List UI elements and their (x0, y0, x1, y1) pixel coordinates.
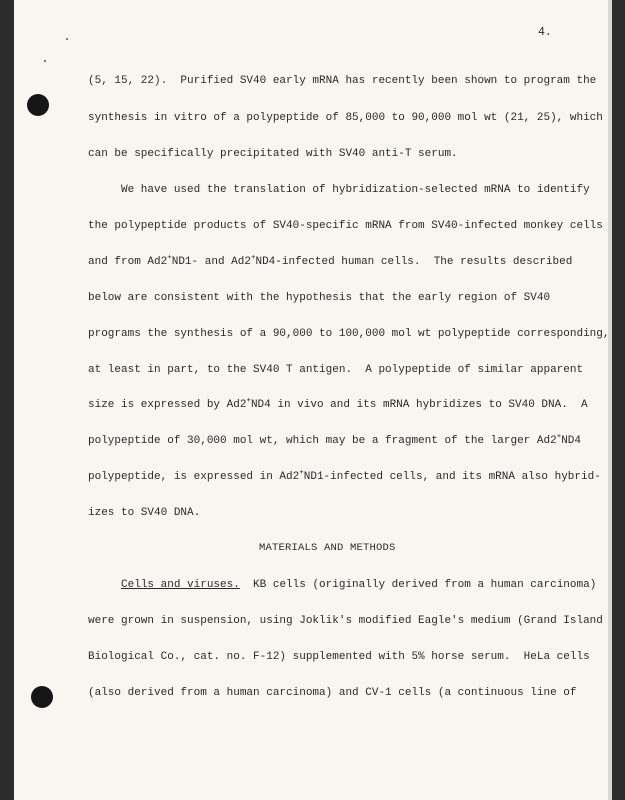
punch-hole-top (27, 94, 49, 116)
text-line: at least in part, to the SV40 T antigen. A polypeptide of similar apparent (88, 364, 584, 376)
section-heading: MATERIALS AND METHODS (259, 542, 396, 554)
subsection-title: Cells and viruses. (121, 579, 240, 591)
text-line: polypeptide of 30,000 mol wt, which may be a fragment of the larger Ad2+ND4 (88, 433, 582, 447)
text-line: and from Ad2+ND1- and Ad2+ND4-infected human cells. The results described (88, 254, 573, 268)
text-line: synthesis in vitro of a polypeptide of 85,000 to 90,000 mol wt (21, 25), which (88, 112, 603, 124)
text-line: Biological Co., cat. no. F-12) supplemented with 5% horse serum. HeLa cells (88, 651, 590, 663)
text-line: (also derived from a human carcinoma) and CV-1 cells (a continuous line of (88, 687, 577, 699)
paper-speck (66, 38, 68, 40)
text-line: size is expressed by Ad2+ND4 in vivo and its mRNA hybridizes to SV40 DNA. A (88, 397, 588, 411)
text-line: the polypeptide products of SV40-specific mRNA from SV40-infected monkey cells (88, 220, 603, 232)
text-line: below are consistent with the hypothesis that the early region of SV40 (88, 292, 551, 304)
text-line: izes to SV40 DNA. (88, 507, 201, 519)
text-line: (5, 15, 22). Purified SV40 early mRNA has recently been shown to program the (88, 75, 597, 87)
text-line: polypeptide, is expressed in Ad2+ND1-infected cells, and its mRNA also hybrid- (88, 469, 601, 483)
text-line: were grown in suspension, using Joklik's modified Eagle's medium (Grand Island (88, 615, 603, 627)
page-number: 4. (538, 26, 552, 39)
text-line: We have used the translation of hybridization-selected mRNA to identify (88, 184, 590, 196)
text-line: Cells and viruses. KB cells (originally derived from a human carcinoma) (121, 579, 597, 591)
document-page (14, 0, 612, 800)
punch-hole-bottom (31, 686, 53, 708)
paper-speck (44, 60, 46, 62)
text-line: can be specifically precipitated with SV40 anti-T serum. (88, 148, 458, 160)
text-line: programs the synthesis of a 90,000 to 100,000 mol wt polypeptide corresponding, (88, 328, 610, 340)
page-edge (608, 0, 612, 800)
